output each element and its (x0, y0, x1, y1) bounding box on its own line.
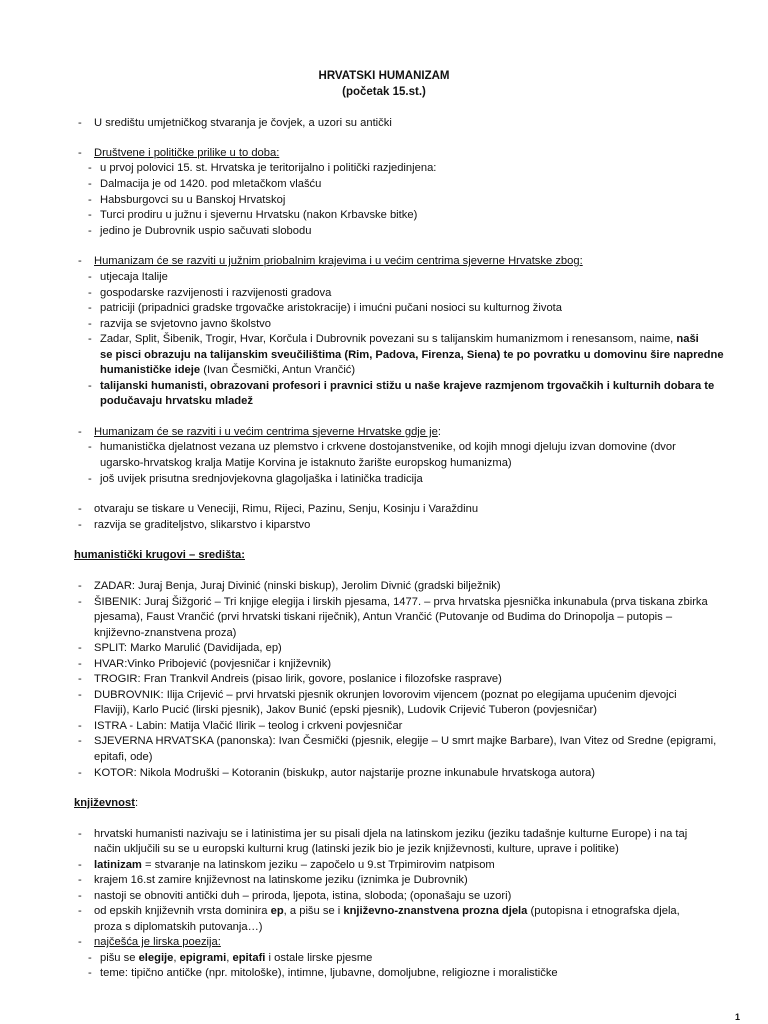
text-segment: elegije (138, 952, 174, 964)
text-segment: humanističke ideje (100, 364, 201, 376)
text-segment: Humanizam će se razviti u južnim priobalnim krajevima i u većim centrima sjeverne Hrvatske zbog: (94, 255, 583, 267)
text-line (100, 456, 512, 471)
bullet-dash: - (78, 658, 82, 670)
text-segment: : (134, 797, 139, 809)
text-line (100, 270, 168, 285)
bullet-dash: - (78, 936, 82, 948)
bullet-dash: - (88, 952, 92, 964)
text-segment: Zadar, Split, Šibenik, Trogir, Hvar, Korčula i Dubrovnik povezani su s talijanskim humanizmom i renesansom, naime, (100, 333, 677, 345)
text-line (100, 363, 355, 378)
text-segment: Flaviji), Karlo Pucić (lirski pjesnik), Jakov Bunić (epski pjesnik), Ludovik Crijević Tuberon (povjesničar) (94, 704, 597, 716)
text-line (94, 626, 236, 641)
text-segment: talijanski humanisti, obrazovani profesori i pravnici stižu u naše krajeve razmjenom trgovačkih i kulturnih dobara te (100, 380, 715, 392)
text-segment: (putopisna i etnografska djela, (527, 905, 680, 917)
text-segment: humanistička djelatnost vezana uz plemstvo i crkvene dostojanstvenike, od kojih mnogi djeluju izvan domovine (dvor (100, 441, 676, 453)
text-segment: književnost (74, 797, 135, 809)
text-line (94, 595, 708, 610)
text-line (100, 379, 714, 394)
text-line (100, 317, 271, 332)
text-line (100, 332, 699, 347)
text-line (74, 796, 138, 811)
text-line (94, 518, 310, 533)
text-segment: pjesama), Faust Vrančić (prvi hrvatski tiskani riječnik), Antun Vrančić (Putovanje od Budima do Drinopolja – putopis – (94, 611, 673, 623)
text-segment: književno-znanstvena proza) (94, 627, 237, 639)
bullet-dash: - (88, 333, 92, 345)
text-segment: proza s diplomatskih putovanja…) (94, 921, 263, 933)
text-segment: otvaraju se tiskare u Veneciji, Rimu, Rijeci, Pazinu, Senju, Kosinju i Varaždinu (94, 503, 479, 515)
text-line (94, 827, 687, 842)
text-line (94, 641, 282, 656)
text-segment: TROGIR: Fran Trankvil Andreis (pisao lirik, govore, poslanice i filozofske rasprave) (94, 673, 502, 685)
bullet-dash: - (78, 117, 82, 129)
document-title: HRVATSKI HUMANIZAM (318, 70, 450, 82)
text-segment: ŠIBENIK: Juraj Šižgorić – Tri knjige elegija i lirskih pjesama, 1477. – prva hrvatska pjesnička inkunabula (prva tiskana zbirka (94, 596, 708, 608)
text-line (74, 548, 245, 563)
text-line (94, 254, 583, 269)
text-segment: razvija se svjetovno javno školstvo (100, 318, 271, 330)
text-segment: ZADAR: Juraj Benja, Juraj Divinić (ninski biskup), Jerolim Divnić (gradski bilježnik) (94, 580, 501, 592)
bullet-dash: - (78, 874, 82, 886)
text-segment: DUBROVNIK: Ilija Crijević – prvi hrvatski pjesnik okrunjen lovorovim vijencem (poznat po elegijama upućenim djevojci (94, 689, 677, 701)
text-line (100, 951, 372, 966)
bullet-dash: - (88, 194, 92, 206)
text-line (94, 579, 501, 594)
bullet-dash: - (78, 642, 82, 654)
text-line (94, 610, 672, 625)
text-segment: od epskih književnih vrsta dominira (94, 905, 271, 917)
text-line (100, 472, 423, 487)
text-line (100, 394, 253, 409)
bullet-dash: - (78, 147, 82, 159)
text-segment: pišu se (100, 952, 139, 964)
text-segment: Turci prodiru u južnu i sjevernu Hrvatsku (nakon Krbavske bitke) (100, 209, 418, 221)
bullet-dash: - (78, 426, 82, 438)
bullet-dash: - (88, 271, 92, 283)
text-segment: (Ivan Česmički, Antun Vrančić) (200, 364, 356, 376)
text-segment: gospodarske razvijenosti i razvijenosti gradova (100, 287, 332, 299)
text-segment: epitafi (232, 952, 266, 964)
text-segment: se pisci obrazuju na talijanskim sveučilištima (Rim, Padova, Firenza, Siena) te po povratku u domovinu šire napredne (100, 349, 724, 361)
text-segment: epitafi, ode) (94, 751, 153, 763)
bullet-dash: - (88, 302, 92, 314)
text-segment: utjecaja Italije (100, 271, 168, 283)
bullet-dash: - (88, 225, 92, 237)
text-segment: patriciji (pripadnici gradske trgovačke aristokracije) i imućni pučani nosioci su kulturnog života (100, 302, 562, 314)
text-line (94, 425, 441, 440)
text-line (94, 920, 263, 935)
text-line (94, 889, 511, 904)
text-segment: KOTOR: Nikola Modruški – Kotoranin (biskukp, autor najstarije prozne inkunabule hrvatskoga autora) (94, 767, 595, 779)
text-line (94, 873, 468, 888)
bullet-dash: - (78, 519, 82, 531)
text-segment: , (173, 952, 180, 964)
text-segment: Humanizam će se razviti i u većim centrima sjeverne Hrvatske gdje je (94, 426, 438, 438)
text-line (94, 116, 392, 131)
text-segment: , a pišu se i (283, 905, 344, 917)
text-line (94, 734, 716, 749)
text-segment: razvija se graditeljstvo, slikarstvo i kiparstvo (94, 519, 311, 531)
bullet-dash: - (88, 441, 92, 453)
bullet-dash: - (78, 767, 82, 779)
text-line (94, 842, 619, 857)
text-line (100, 966, 558, 981)
text-segment: SPLIT: Marko Marulić (Davidijada, ep) (94, 642, 282, 654)
bullet-dash: - (88, 318, 92, 330)
text-line (100, 440, 676, 455)
bullet-dash: - (88, 162, 92, 174)
bullet-dash: - (78, 596, 82, 608)
text-line (94, 904, 680, 919)
bullet-dash: - (88, 473, 92, 485)
text-line (100, 224, 311, 239)
text-line (94, 750, 152, 765)
text-line (100, 348, 724, 363)
text-line (94, 719, 402, 734)
text-line (94, 657, 331, 672)
text-line (100, 193, 285, 208)
document-subtitle: (početak 15.st.) (342, 86, 426, 98)
text-line (100, 286, 331, 301)
text-segment: SJEVERNA HRVATSKA (panonska): Ivan Česmički (pjesnik, elegije – U smrt majke Barbare), Ivan Vitez od Sredne (epigrami, (94, 735, 717, 747)
bullet-dash: - (78, 503, 82, 515)
text-line (100, 208, 417, 223)
bullet-dash: - (78, 735, 82, 747)
text-segment: : (437, 426, 441, 438)
text-segment: još uvijek prisutna srednjovjekovna glagoljaška i latinička tradicija (100, 473, 423, 485)
text-line (94, 502, 478, 517)
text-segment: ISTRA - Labin: Matija Vlačić Ilirik – teolog i crkveni povjesničar (94, 720, 403, 732)
text-segment: način uključili su se u europski kulturni krug (latinski jezik bio je jezik književnosti, kulture, uprave i politike) (94, 843, 619, 855)
text-segment: ep (270, 905, 284, 917)
bullet-dash: - (88, 209, 92, 221)
bullet-dash: - (88, 287, 92, 299)
text-segment: u prvoj polovici 15. st. Hrvatska je teritorijalno i politički razjedinjena: (100, 162, 437, 174)
text-line (94, 688, 677, 703)
text-segment: teme: tipično antičke (npr. mitološke), intimne, ljubavne, domoljubne, religiozne i moralističke (100, 967, 558, 979)
text-line (94, 858, 495, 873)
bullet-dash: - (78, 720, 82, 732)
text-segment: jedino je Dubrovnik uspio sačuvati slobodu (100, 225, 312, 237)
text-segment: , (226, 952, 233, 964)
bullet-dash: - (78, 828, 82, 840)
text-segment: krajem 16.st zamire književnost na latinskome jeziku (iznimka je Dubrovnik) (94, 874, 468, 886)
bullet-dash: - (88, 380, 92, 392)
text-segment: ugarsko-hrvatskog kralja Matije Korvina je istaknuto žarište europskog humanizma) (100, 457, 512, 469)
text-segment: naši (676, 333, 699, 345)
text-segment: humanistički krugovi – središta: (74, 549, 245, 561)
text-segment: U središtu umjetničkog stvaranja je čovjek, a uzori su antički (94, 117, 392, 129)
text-segment: HVAR:Vinko Pribojević (povjesničar i književnik) (94, 658, 332, 670)
bullet-dash: - (78, 673, 82, 685)
bullet-dash: - (78, 905, 82, 917)
text-segment: Habsburgovci su u Banskoj Hrvatskoj (100, 194, 286, 206)
text-line (94, 672, 502, 687)
bullet-dash: - (78, 580, 82, 592)
text-segment: hrvatski humanisti nazivaju se i latinistima jer su pisali djela na latinskom jeziku (jeziku tadašnje kulturne Europe) i na taj (94, 828, 688, 840)
text-segment: najčešća je lirska poezija: (94, 936, 221, 948)
text-segment: i ostale lirske pjesme (265, 952, 373, 964)
text-line (100, 177, 321, 192)
text-segment: Društvene i političke prilike u to doba: (94, 147, 280, 159)
bullet-dash: - (88, 967, 92, 979)
text-segment: = stvaranje na latinskom jeziku – započelo u 9.st Trpimirovim natpisom (141, 859, 495, 871)
text-segment: latinizam (94, 859, 142, 871)
text-line (94, 935, 221, 950)
bullet-dash: - (78, 689, 82, 701)
text-line (100, 161, 436, 176)
bullet-dash: - (78, 890, 82, 902)
text-segment: književno-znanstvena prozna djela (343, 905, 528, 917)
page-number: 1 (734, 1012, 740, 1022)
text-line (94, 703, 597, 718)
bullet-dash: - (78, 859, 82, 871)
text-line (100, 301, 562, 316)
bullet-dash: - (78, 255, 82, 267)
text-segment: nastoji se obnoviti antički duh – priroda, ljepota, istina, sloboda; (oponašaju se uzori) (94, 890, 512, 902)
text-segment: Dalmacija je od 1420. pod mletačkom vlašću (100, 178, 322, 190)
text-segment: epigrami (179, 952, 227, 964)
text-line (94, 146, 279, 161)
bullet-dash: - (88, 178, 92, 190)
text-line (94, 766, 595, 781)
text-segment: podučavaju hrvatsku mladež (100, 395, 253, 407)
